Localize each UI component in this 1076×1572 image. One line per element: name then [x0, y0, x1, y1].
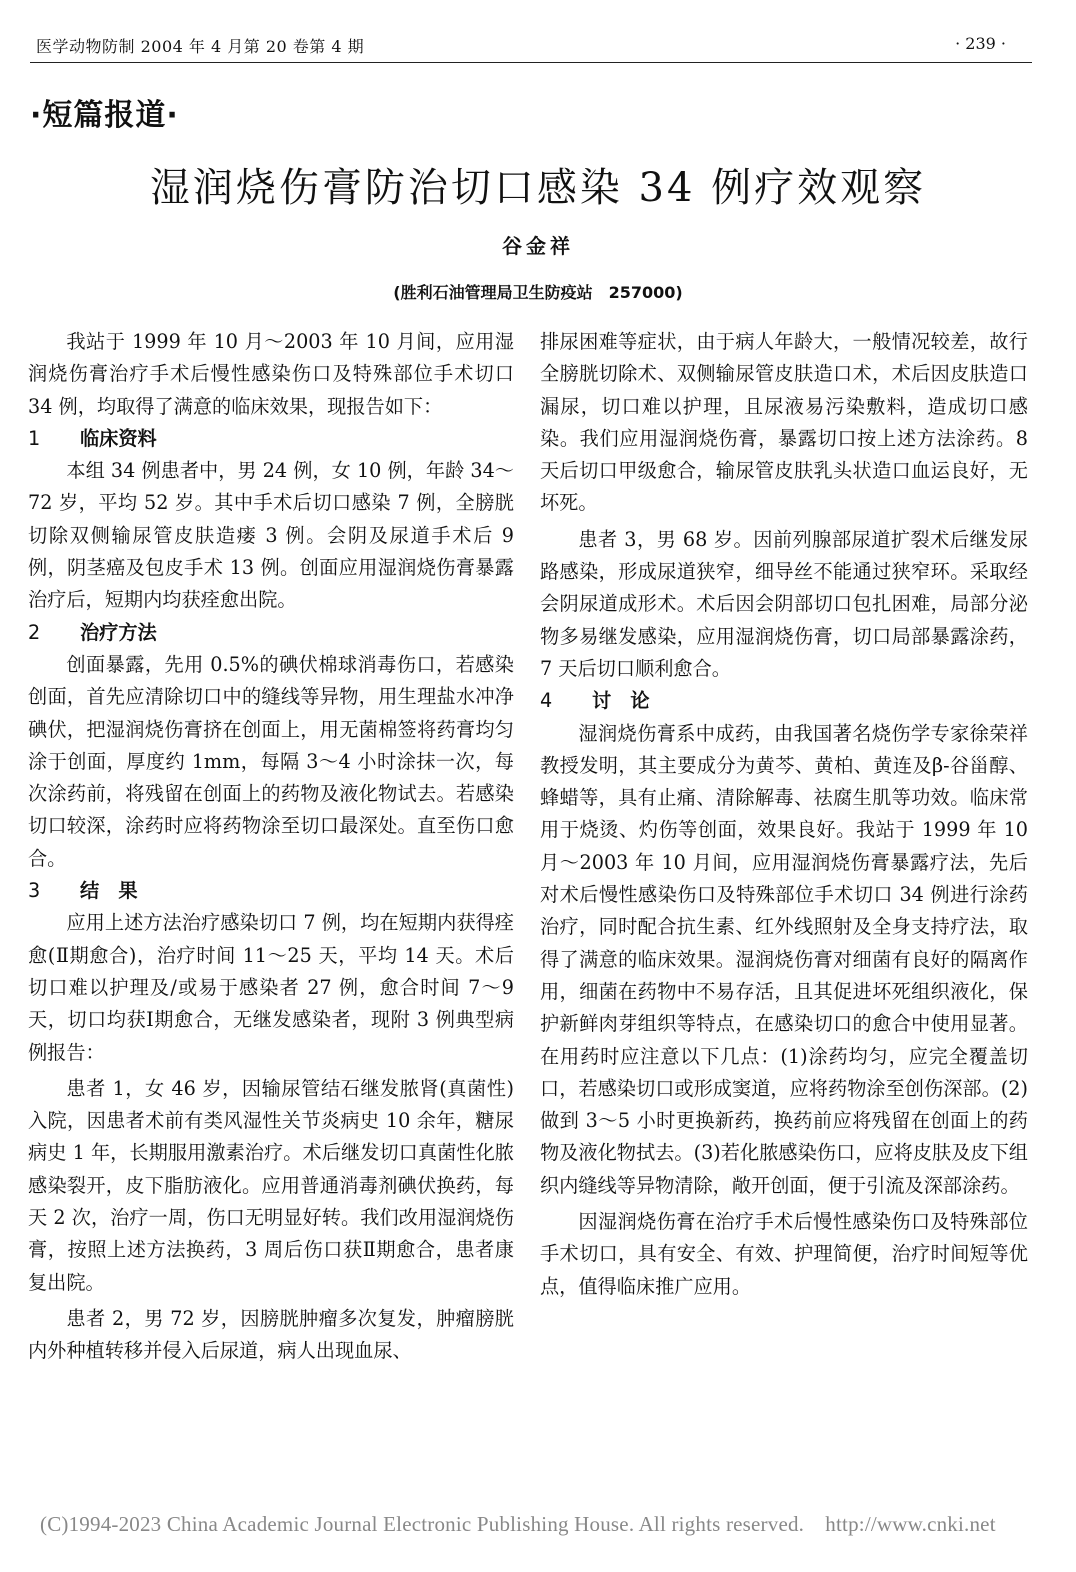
section-number: 3	[28, 879, 41, 903]
section-number: 2	[28, 620, 41, 644]
left-column	[28, 326, 514, 1368]
paragraph: 湿润烧伤膏系中成药，由我国著名烧伤学专家徐荣祥教授发明，其主要成分为黄芩、黄柏、黄连及β-谷甾醇、蜂蜡等，具有止痛、清除解毒、祛腐生肌等功效。临床常用于烧烫、灼伤等创面，效果良好。我站于 1999 年 10 月～2003 年 10 月间，应用湿润烧伤膏暴露疗法，先后对术后慢性感染伤口及特殊部位手术切口 34 例进行涂药治疗，同时配合抗生素、红外线照射及全身支持疗法，取得了满意的临床效果。湿润烧伤膏对细菌有良好的隔离作用，细菌在药物中不易存活，且其促进坏死组织液化，保护新鲜肉芽组织等特点，在感染切口的愈合中使用显著。在用药时应注意以下几点：(1)涂药均匀，应完全覆盖切口，若感染切口或形成窦道，应将药物涂至创伤深部。(2)做到 3～5 小时更换新药，换药前应将残留在创面上的药物及液化物拭去。(3)若化脓感染伤口，应将皮肤及皮下组织内缝线等异物清除，敞开创面，便于引流及深部涂药。	[540, 721, 1028, 1197]
section-heading-clinical-data	[28, 423, 514, 455]
paragraph: 应用上述方法治疗感染切口 7 例，均在短期内获得痊愈(Ⅱ期愈合)，治疗时间 11～25 天，平均 14 天。术后切口难以护理及/或易于感染者 27 例，愈合时间 7～9 天，切口均获Ⅰ期愈合，无继发感染者，现附 3 例典型病例报告：	[28, 911, 514, 1064]
copyright-footer: (C)1994-2023 China Academic Journal Electronic Publishing House. All rights reserved. http://www.cnki.net	[40, 1512, 996, 1536]
author-name: 谷金祥	[502, 234, 574, 258]
section-title: 临床资料	[80, 426, 157, 450]
header-divider	[30, 62, 1032, 63]
author-affiliation: (胜利石油管理局卫生防疫站 257000)	[393, 283, 683, 302]
paragraph: 创面暴露，先用 0.5%的碘伏棉球消毒伤口，若感染创面，首先应清除切口中的缝线等异物，用生理盐水冲净碘伏，把湿润烧伤膏挤在创面上，用无菌棉签将药膏均匀涂于创面，厚度约 1mm，每隔 3～4 小时涂抹一次，每次涂药前，将残留在创面上的药物及液化物试去。若感染切口较深，涂药时应将药物涂至切口最深处。直至伤口愈合。	[28, 652, 514, 870]
section-number: 1	[28, 426, 41, 450]
section-title: 讨 论	[592, 689, 650, 713]
section-heading-results	[28, 875, 514, 907]
journal-header: 医学动物防制 2004 年 4 月第 20 卷第 4 期	[36, 37, 365, 56]
page-number: · 239 ·	[955, 34, 1006, 53]
column-label: ·短篇报道·	[30, 98, 179, 133]
case-report-2: 患者 2，男 72 岁，因膀胱肿瘤多次复发，肿瘤膀胱内外种植转移并侵入后尿道，病人出现血尿、	[28, 1306, 514, 1363]
case-report-2-continued: 排尿困难等症状，由于病人年龄大，一般情况较差，故行全膀胱切除术、双侧输尿管皮肤造口术，术后因皮肤造口漏尿，切口难以护理，且尿液易污染敷料，造成切口感染。我们应用湿润烧伤膏，暴露切口按上述方法涂药。8 天后切口甲级愈合，输尿管皮肤乳头状造口血运良好，无坏死。	[540, 330, 1028, 515]
paragraph: 本组 34 例患者中，男 24 例，女 10 例，年龄 34～72 岁，平均 52 岁。其中手术后切口感染 7 例，全膀胱切除双侧输尿管皮肤造瘘 3 例。会阴及尿道手术后 9 例，阴茎癌及包皮手术 13 例。创面应用湿润烧伤膏暴露治疗后，短期内均获痊愈出院。	[28, 459, 514, 612]
section-title: 结 果	[80, 879, 138, 903]
section-heading-treatment	[28, 617, 514, 649]
conclusion-paragraph: 因湿润烧伤膏在治疗手术后慢性感染伤口及特殊部位手术切口，具有安全、有效、护理简便，治疗时间短等优点，值得临床推广应用。	[540, 1210, 1028, 1298]
section-heading-discussion	[540, 685, 1028, 717]
case-report-3: 患者 3，男 68 岁。因前列腺部尿道扩裂术后继发尿路感染，形成尿道狭窄，细导丝不能通过狭窄环。采取经会阴尿道成形术。术后因会阴部切口包扎困难，局部分泌物多易继发感染，应用湿润烧伤膏，切口局部暴露涂药，7 天后切口顺利愈合。	[540, 527, 1028, 680]
intro-paragraph: 我站于 1999 年 10 月～2003 年 10 月间，应用湿润烧伤膏治疗手术后慢性感染伤口及特殊部位手术切口 34 例，均取得了满意的临床效果，现报告如下：	[28, 330, 514, 418]
right-column	[540, 326, 1028, 1303]
case-report-1: 患者 1，女 46 岁，因输尿管结石继发脓肾(真菌性)入院，因患者术前有类风湿性关节炎病史 10 余年，糖尿病史 1 年，长期服用激素治疗。术后继发切口真菌性化脓感染裂开，皮下脂肪液化。应用普通消毒剂碘伏换药，每天 2 次，治疗一周，伤口无明显好转。我们改用湿润烧伤膏，按照上述方法换药，3 周后伤口获Ⅱ期愈合，患者康复出院。	[28, 1076, 514, 1294]
section-number: 4	[540, 689, 553, 713]
article-title: 湿润烧伤膏防治切口感染 34 例疗效观察	[149, 165, 927, 211]
section-title: 治疗方法	[80, 620, 157, 644]
